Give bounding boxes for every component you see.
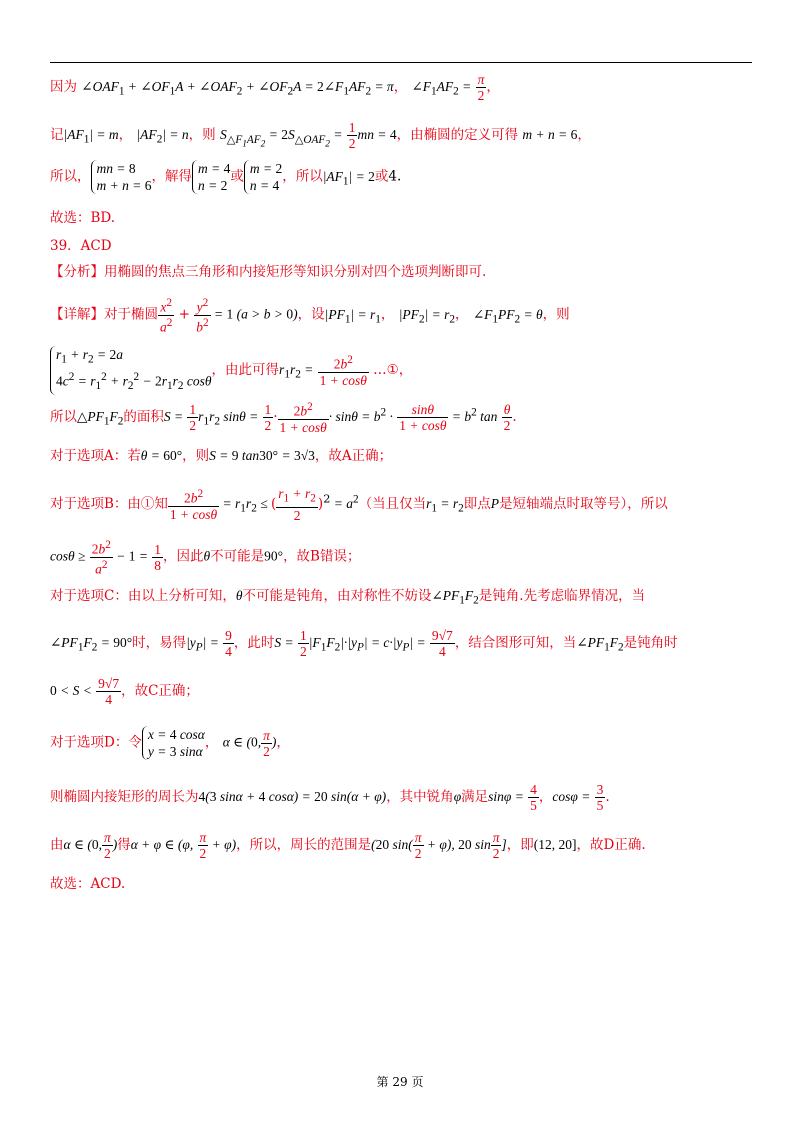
text-line: 故选：BD.: [50, 210, 116, 226]
text-line: 故选：ACD.: [50, 876, 126, 892]
text-line: 对于选项C：由以上分析可知，θ不可能是钝角，由对称性不妨设$\angle PF_1F_2$是钝角.先考虑临界情况，当: [50, 588, 646, 607]
header-rule: [50, 62, 752, 63]
page-footer: 第 29 页: [376, 1075, 424, 1089]
text-line: $r_1 + r_2 = 2a$ $4c^2 = r_1^2 + r_2^2 - 2r_1r_2$ cosθ ，由此可得$r_1r_2$ = $\frac{2b^2}{1 + \cos\theta}$ …①，: [50, 346, 412, 395]
text-line: 对于选项A：若θ = 60°，则S = 9 tan30° = 3√3，故A正确；: [50, 448, 393, 464]
text-line: cosθ ≥ $\frac{2b^2}{a^2}$ − 1 = $\frac{1}{8}$ ，因此θ不可能是90°，故B错误；: [50, 539, 361, 576]
text-line: 0 < S < $\frac{9√7}{4}$ ，故C正确；: [50, 676, 199, 707]
text-line: 所以$\triangle PF_1F_2$的面积S = $\frac{1}{2}$ $r_1r_2$ sinθ = $\frac{1}{2}$ · $\frac{2b^2}{1 + \cos\theta}$ · $\sin\theta = b^2$ · $\frac{\sin\theta}{1 + \cos\theta}$ = $b^2$ tan $\frac{\theta}{2}$ .: [50, 401, 517, 435]
text-line: 所以， mn = 8 m + n = 6 ，解得 m = 4 n = 2 或 m = 2 n = 4 ，所以$|AF_1| = 2$或4.: [50, 161, 402, 193]
text-line: 【分析】用椭圆的焦点三角形和内接矩形等知识分别对四个选项判断即可.: [50, 264, 487, 280]
text-line: $\angle PF_1F_2 = 90^\circ$时，易得$|y_P|$ = $\frac{9}{4}$ ，此时S = $\frac{1}{2}$ $|F_1F_2|\cdot|y_P| = c\cdot|y_P|$ = $\frac{9√7}{4}$ ，结合图形可知，当$\angle PF_1F_2$是钝角时: [50, 628, 678, 659]
text-line: 对于选项D：令 x = 4 cosα y = 3 sinα ， α ∈ (0, $\frac{\pi}{2}$ )，: [50, 727, 290, 759]
text-line: 因为 $\angle OAF_1$ + $\angle OF_1A$ + $\angle OAF_2$ + $\angle OF_2A$ = $2\angle F_1AF_2 = \pi$， $\angle F_1AF_2$ = $\frac{\pi}{2}$ ，: [50, 72, 500, 103]
text-line: 由α ∈ (0, $\frac{\pi}{2}$ )得α + φ ∈ (φ, $\frac{\pi}{2}$ + φ)，所以，周长的范围是(20 sin( $\frac{\pi}{2}$ + φ), 20 sin $\frac{\pi}{2}$ ]，即(12, 20]，故D正确.: [50, 830, 646, 861]
text-line: 则椭圆内接矩形的周长为4(3 sinα + 4 cosα) = 20 sin(α + φ)，其中锐角φ满足sinφ = $\frac{4}{5}$ ，cosφ = $\frac{3}{5}$ .: [50, 782, 610, 813]
text-line: 记$|AF_1| = m$， $|AF_2| = n$，则 $S_{\triangle F_1AF_2} = 2S_{\triangle OAF_2}$ = $\frac{1}{2}$ mn = 4，由椭圆的定义可得 m + n = 6，: [50, 120, 591, 151]
text-line: 【详解】对于椭圆 $\frac{x^2}{a^2}$ + $\frac{y^2}{b^2}$ = 1 (a > b > 0)，设$|PF_1| = r_1$， $|PF_2| = r_2$， $\angle F_1PF_2 = \theta$，则: [50, 297, 570, 334]
text-line: 对于选项B：由①知 $\frac{2b^2}{1 + \cos\theta}$ = $r_1r_2$ ≤ ( $\frac{r_1 + r_2}{2}$ )$^2 = a^2$（当且仅当$r_1 = r_2$即点P是短轴端点时取等号），所以: [50, 486, 668, 523]
text-line: 39．ACD: [50, 238, 112, 254]
